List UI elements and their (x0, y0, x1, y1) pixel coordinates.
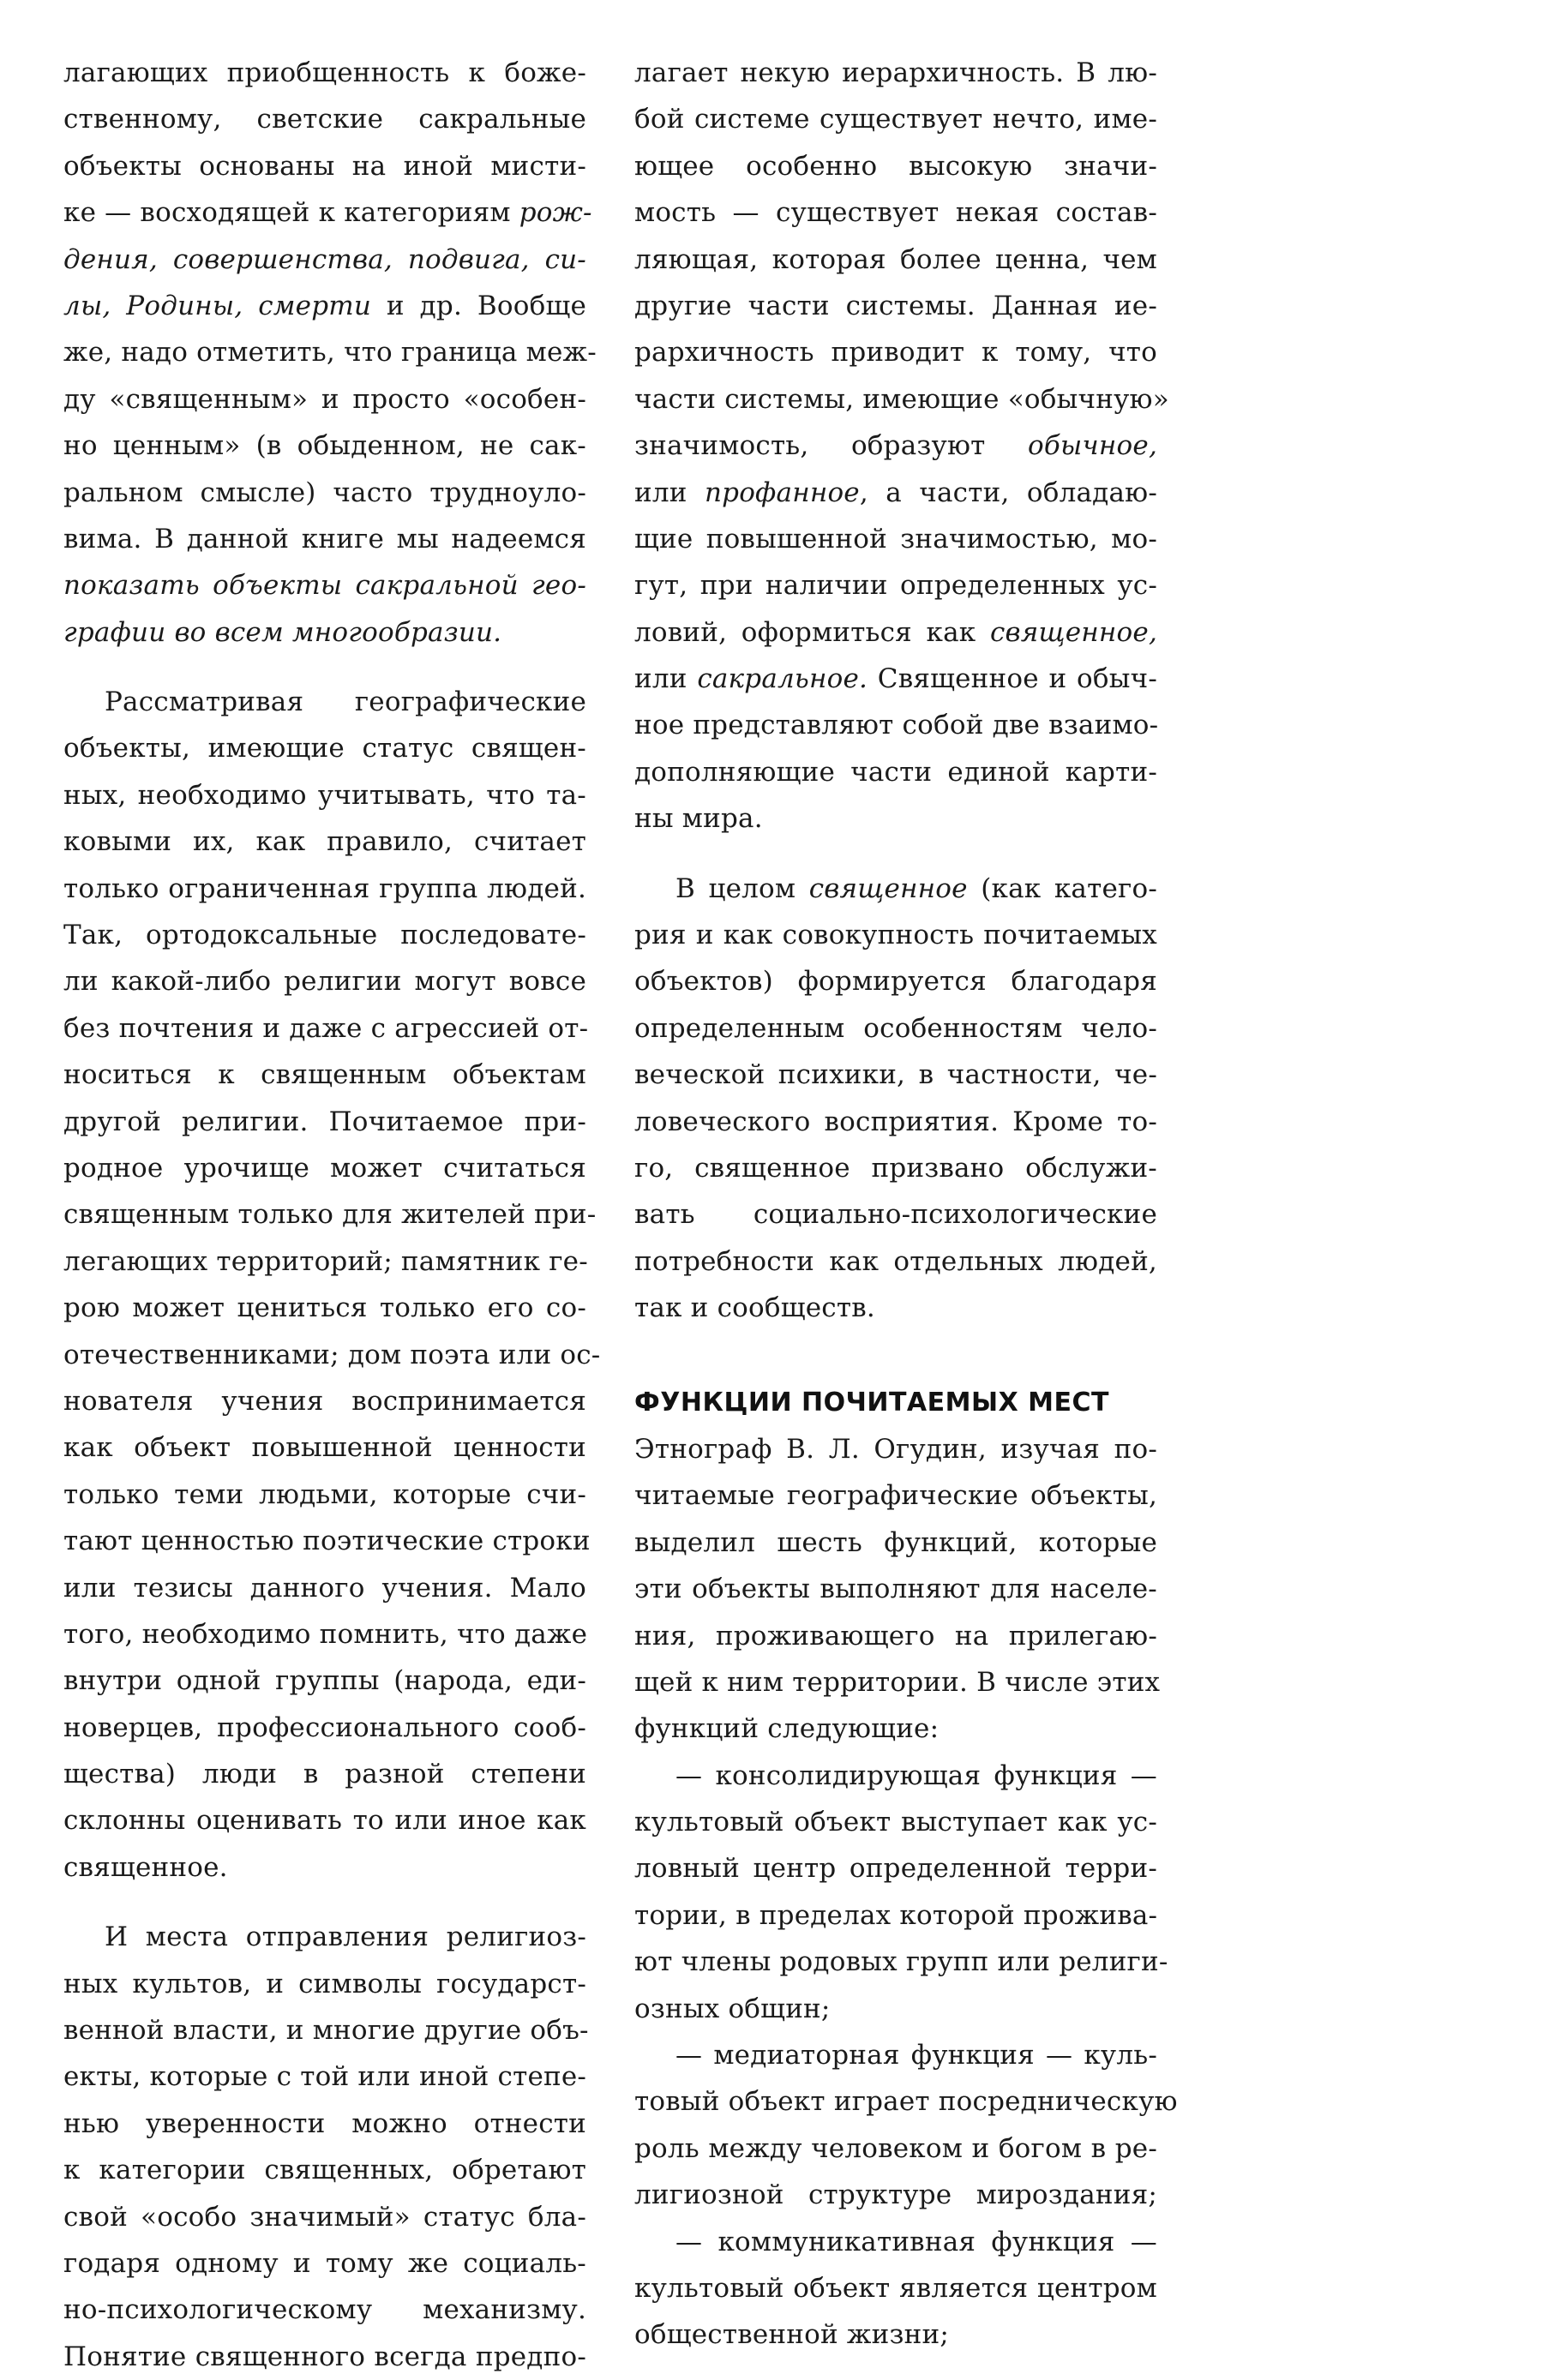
text-line: го, священное призвано обслужи- (634, 1152, 1157, 1184)
text-line: читаемые географические объекты, (634, 1480, 1157, 1512)
text-line: Этнограф В. Л. Огудин, изучая по- (634, 1433, 1157, 1465)
text-line: гут, при наличии определенных ус- (634, 570, 1157, 602)
text-line: лагает некую иерархичность. В лю- (634, 57, 1157, 88)
text-line: И места отправления религиоз- (105, 1921, 586, 1953)
section-heading: ФУНКЦИИ ПОЧИТАЕМЫХ МЕСТ (634, 1387, 1109, 1418)
text-line: объектов) формируется благодаря (634, 966, 1157, 998)
text-line: как объект повышенной ценности (63, 1432, 586, 1464)
text-line: — медиаторная функция — куль- (675, 2040, 1157, 2071)
text-line: ду «священным» и просто «особен- (63, 383, 586, 415)
text-line: склонны оценивать то или иное как (63, 1805, 586, 1837)
text-line: ны мира. (634, 803, 763, 835)
text-line: Рассматривая географические (105, 686, 586, 718)
text-line: того, необходимо помнить, что даже (63, 1618, 588, 1650)
text-line: ное представляют собой две взаимо- (634, 710, 1159, 741)
text-line: ных культов, и символы государст- (63, 1968, 586, 1999)
text-line: ли какой-либо религии могут вовсе (63, 966, 586, 998)
text-line: носиться к священным объектам (63, 1059, 586, 1091)
paragraph-gap (634, 842, 1157, 866)
text-line: ловный центр определенной терри- (634, 1853, 1157, 1885)
text-line: Так, ортодоксальные последовате- (63, 920, 586, 951)
text-line: дополняющие части единой карти- (634, 756, 1157, 788)
text-line: щие повышенной значимостью, мо- (634, 523, 1157, 555)
text-line: так и сообществ. (634, 1292, 875, 1324)
text-line: ральном смысле) часто трудноуло- (63, 477, 586, 508)
text-line: рия и как совокупность почитаемых (634, 920, 1157, 951)
text-line: товый объект играет посредническую (634, 2086, 1178, 2118)
text-line: нователя учения воспринимается (63, 1385, 586, 1417)
text-line: ственному, светские сакральные (63, 104, 586, 135)
text-line: озных общин; (634, 1993, 831, 2024)
text-line: только теми людьми, которые счи- (63, 1478, 586, 1510)
text-line: веческой психики, в частности, че- (634, 1059, 1157, 1091)
text-line: — коммуникативная функция — (675, 2226, 1157, 2257)
section-gap (634, 1332, 1157, 1356)
text-line: культовый объект выступает как ус- (634, 1807, 1157, 1838)
text-line: щей к ним территории. В числе этих (634, 1666, 1161, 1698)
text-line: эти объекты выполняют для населе- (634, 1574, 1157, 1605)
text-line: щества) люди в разной степени (63, 1759, 586, 1790)
text-line: тают ценностью поэтические строки (63, 1526, 591, 1557)
text-line: екты, которые с той или иной степе- (63, 2061, 587, 2093)
text-line: без почтения и даже с агрессией от- (63, 1012, 589, 1044)
text-line: вима. В данной книге мы надеемся (63, 523, 586, 555)
text-line: рою может цениться только его со- (63, 1292, 586, 1324)
text-line: нью уверенности можно отнести (63, 2107, 586, 2139)
text-line: графии во всем многообразии. (63, 616, 502, 648)
text-line: ловий, оформиться как священное, (634, 616, 1157, 648)
text-line: или сакральное. Священное и обыч- (634, 663, 1158, 695)
text-line: части системы, имеющие «обычную» (634, 383, 1169, 415)
text-line: другие части системы. Данная ие- (634, 290, 1157, 321)
text-line: или профанное, а части, обладаю- (634, 477, 1157, 508)
text-line: венной власти, и многие другие объ- (63, 2015, 589, 2047)
text-line: выделил шесть функций, которые (634, 1526, 1157, 1558)
text-line: легающих территорий; памятник ге- (63, 1245, 588, 1277)
text-line: отечественниками; дом поэта или ос- (63, 1339, 601, 1370)
text-line: функций следующие: (634, 1713, 940, 1745)
text-line: мость — существует некая состав- (634, 197, 1157, 229)
text-line: свой «особо значимый» статус бла- (63, 2201, 586, 2233)
text-line: показать объекты сакральной гео- (63, 570, 586, 602)
text-line: потребности как отдельных людей, (634, 1245, 1157, 1277)
text-line: только ограниченная группа людей. (63, 872, 586, 904)
text-line: роль между человеком и богом в ре- (634, 2132, 1157, 2164)
text-line: но ценным» (в обыденном, не сак- (63, 430, 586, 462)
text-line: лы, Родины, смерти и др. Вообще (63, 290, 587, 321)
text-line: лигиозной структуре мироздания; (634, 2179, 1157, 2211)
text-line: бой системе существует нечто, име- (634, 104, 1157, 135)
text-line: дения, совершенства, подвига, си- (63, 243, 586, 275)
text-line: священным только для жителей при- (63, 1199, 597, 1231)
text-line: рархичность приводит к тому, что (634, 337, 1157, 369)
text-line: ке — восходящей к категориям рож- (63, 197, 592, 229)
text-line: ловеческого восприятия. Кроме то- (634, 1106, 1157, 1137)
text-line: годаря одному и тому же социаль- (63, 2247, 586, 2279)
right-text-column (634, 50, 1178, 2359)
text-line: Понятие священного всегда предпо- (63, 2341, 586, 2372)
section-gap (634, 1356, 1157, 1380)
text-line: культовый объект является центром (634, 2272, 1157, 2304)
text-line: ковыми их, как правило, считает (63, 826, 586, 858)
text-line: вать социально-психологические (634, 1199, 1157, 1231)
text-line: но-психологическому механизму. (63, 2294, 586, 2326)
text-line: объекты основаны на иной мисти- (63, 150, 586, 182)
text-line: ляющая, которая более ценна, чем (634, 243, 1157, 275)
text-line: новерцев, профессионального сооб- (63, 1712, 586, 1743)
text-line: общественной жизни; (634, 2319, 949, 2351)
text-line: В целом священное (как катего- (675, 872, 1157, 904)
text-line: родное урочище может считаться (63, 1152, 586, 1184)
text-line: значимость, образуют обычное, (634, 430, 1157, 462)
text-line: или тезисы данного учения. Мало (63, 1572, 586, 1604)
text-line: объекты, имеющие статус священ- (63, 733, 586, 764)
paragraph-gap (63, 656, 586, 679)
text-line: ющее особенно высокую значи- (634, 150, 1157, 182)
text-line: — консолидирующая функция — (675, 1760, 1157, 1791)
text-line: тории, в пределах которой прожива- (634, 1899, 1158, 1931)
text-line: лагающих приобщенность к боже- (63, 57, 586, 88)
left-text-column (63, 50, 601, 2380)
text-line: определенным особенностям чело- (634, 1012, 1157, 1044)
text-line: внутри одной группы (народа, еди- (63, 1665, 586, 1697)
text-line: к категории священных, обретают (63, 2155, 586, 2186)
text-line: ния, проживающего на прилегаю- (634, 1620, 1157, 1652)
paragraph-gap (63, 1891, 586, 1914)
text-line: ют члены родовых групп или религи- (634, 1946, 1168, 1978)
text-line: же, надо отметить, что граница меж- (63, 337, 597, 369)
text-line: другой религии. Почитаемое при- (63, 1106, 586, 1137)
text-line: священное. (63, 1851, 228, 1883)
text-line: ных, необходимо учитывать, что та- (63, 779, 586, 811)
